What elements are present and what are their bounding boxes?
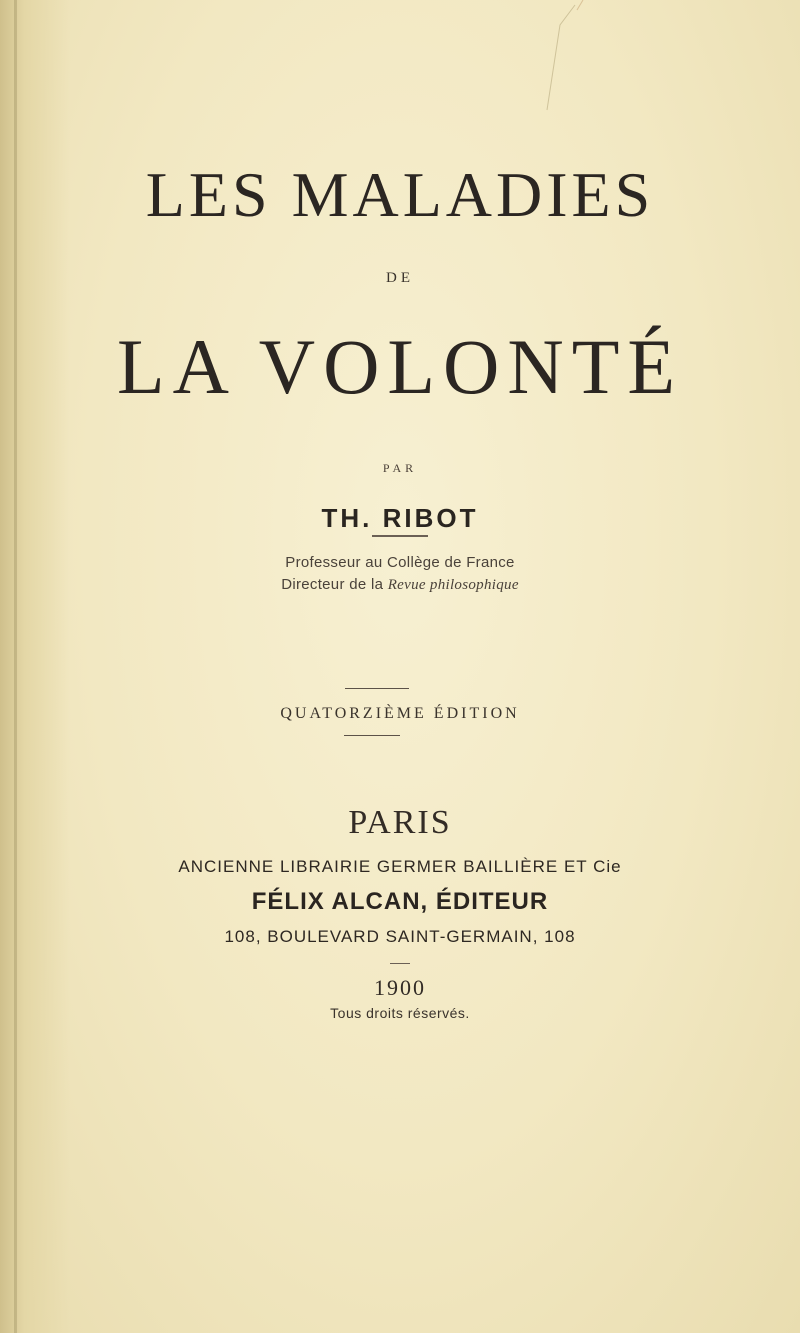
imprint-publisher-2: FÉLIX ALCAN, ÉDITEUR: [251, 888, 549, 915]
imprint-address: 108, BOULEVARD SAINT-GERMAIN, 108: [224, 927, 576, 946]
edition-label: QUATORZIÈME ÉDITION: [280, 705, 520, 722]
journal-name: Revue philosophique: [387, 577, 519, 593]
title-connector: DE: [386, 270, 414, 286]
by-label: PAR: [382, 461, 418, 475]
author-underline: [372, 535, 428, 537]
pencil-mark-decoration: [505, 0, 605, 120]
divider-top: [345, 688, 409, 689]
divider-bottom: [344, 735, 400, 736]
author-affiliation-1: Professeur au Collège de France: [285, 554, 515, 571]
book-title-line2: LA VOLONTÉ: [116, 323, 683, 410]
imprint-publisher-1: ANCIENNE LIBRAIRIE GERMER BAILLIÈRE ET Cie: [178, 857, 622, 876]
author-name: TH. RIBOT: [321, 503, 479, 533]
imprint-divider: [390, 963, 410, 964]
imprint-year: 1900: [374, 975, 426, 1000]
imprint-city: PARIS: [348, 804, 452, 841]
rights-notice: Tous droits réservés.: [330, 1005, 470, 1021]
book-title-line1: LES MALADIES: [145, 159, 655, 230]
affiliation-2-prefix: Directeur de la: [281, 576, 388, 593]
author-affiliation-2: [0, 576, 800, 594]
